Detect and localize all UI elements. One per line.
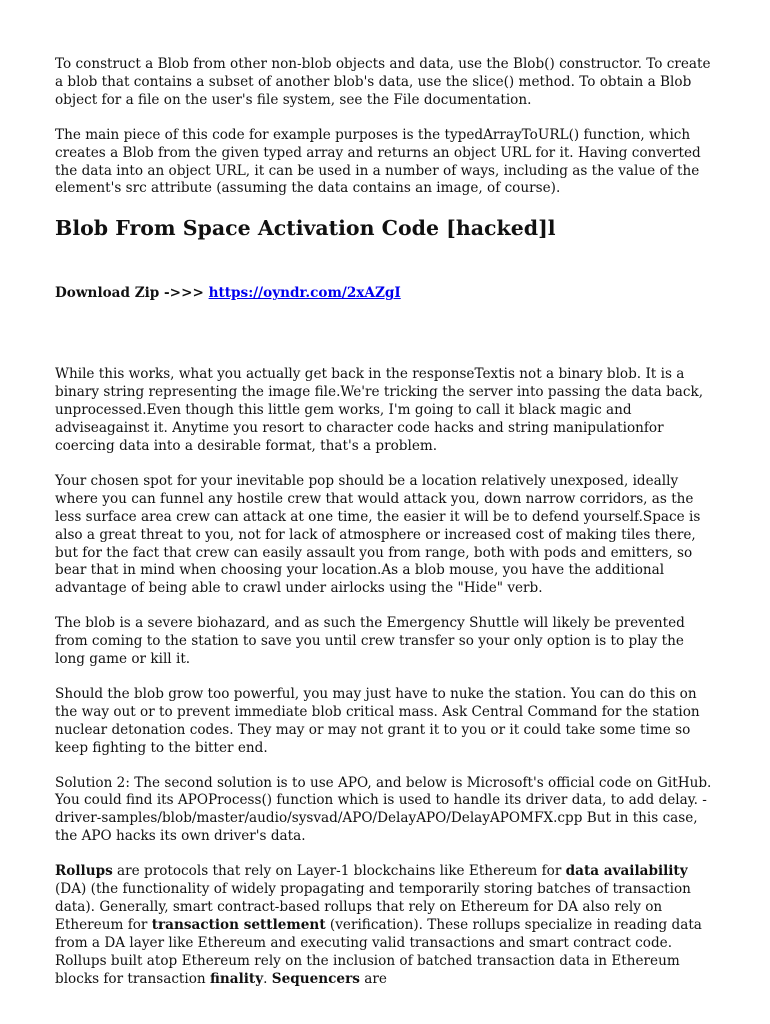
intro-paragraph-1: To construct a Blob from other non-blob objects and data, use the Blob() constructor. To create a blob that contains a subset of another blob's data, use the slice() method. To obtain a Blob object for a file on the user's file system, see the File documentation. xyxy=(55,56,711,108)
body-paragraph-5: Solution 2: The second solution is to use APO, and below is Microsoft's official code on GitHub. You could find its APOProcess() function which is used to handle its driver data, to add delay. -driver-samples/blob/master/audio/sysvad/APO/DelayAPO/DelayAPOMFX.cpp But in this case, the APO hacks its own driver's data. xyxy=(55,774,712,845)
download-label: Download Zip ->>> xyxy=(55,285,209,302)
download-line xyxy=(55,284,717,302)
sequencers-term: Sequencers xyxy=(271,970,360,987)
rollups-paragraph xyxy=(55,863,717,988)
rollups-term: Rollups xyxy=(55,863,113,880)
rollups-text-1: are protocols that rely on Layer-1 blockchains like Ethereum for xyxy=(112,863,566,880)
document-page xyxy=(55,56,717,1006)
finality-term: finality xyxy=(210,970,264,987)
data-availability-term: data availability xyxy=(565,863,688,880)
spacer xyxy=(55,302,717,366)
intro-paragraph-2: The main piece of this code for example purposes is the typedArrayToURL() function, which creates a Blob from the given typed array and returns an object URL for it. Having converted the data into an object URL, it can be used in a number of ways, including as the value of the element's src attribute (assuming the data contains an image, of course). xyxy=(55,126,701,197)
body-paragraph-2: Your chosen spot for your inevitable pop should be a location relatively unexposed, ideally where you can funnel any hostile crew that would attack you, down narrow corridors, as the less surface area crew can attack at one time, the easier it will be to defend yourself.Space is also a great threat to you, not for lack of atmosphere or increased cost of making tiles there, but for the fact that crew can easily assault you from range, both with pods and emitters, so bear that in mind when choosing your location.As a blob mouse, you have the additional advantage of being able to crawl under airlocks using the "Hide" verb. xyxy=(55,472,701,597)
rollups-text-4: . xyxy=(263,970,272,987)
rollups-text-3: (verification). These rollups specialize in reading data from a DA layer like Ethereum and executing valid transactions and smart contract code. Rollups built atop Ethereum rely on the inclusion of batched transaction data in Ethereum blocks for transaction xyxy=(55,916,702,987)
download-link[interactable]: https://oyndr.com/2xAZgI xyxy=(208,285,401,302)
rollups-text-5: are xyxy=(359,970,387,987)
body-paragraph-4: Should the blob grow too powerful, you may just have to nuke the station. You can do this on the way out or to prevent immediate blob critical mass. Ask Central Command for the station nuclear detonation codes. They may or may not grant it to you or it could take some time so keep fighting to the bitter end. xyxy=(55,685,700,756)
page-title: Blob From Space Activation Code [hacked]l xyxy=(55,216,556,241)
body-paragraph-3: The blob is a severe biohazard, and as such the Emergency Shuttle will likely be prevented from coming to the station to save you until crew transfer so your only option is to play the long game or kill it. xyxy=(55,615,685,668)
body-paragraph-1: While this works, what you actually get back in the responseTextis not a binary blob. It is a binary string representing the image file.We're tricking the server into passing the data back, unprocessed.Even though this little gem works, I'm going to call it black magic and adviseagainst it. Anytime you resort to character code hacks and string manipulationfor coercing data into a desirable format, that's a problem. xyxy=(55,366,704,454)
transaction-settlement-term: transaction settlement xyxy=(151,916,326,933)
rollups-text-2: (DA) (the functionality of widely propagating and temporarily storing batches of transaction data). Generally, smart contract-based rollups that rely on Ethereum for DA also rely on Ethereum for xyxy=(55,881,691,933)
